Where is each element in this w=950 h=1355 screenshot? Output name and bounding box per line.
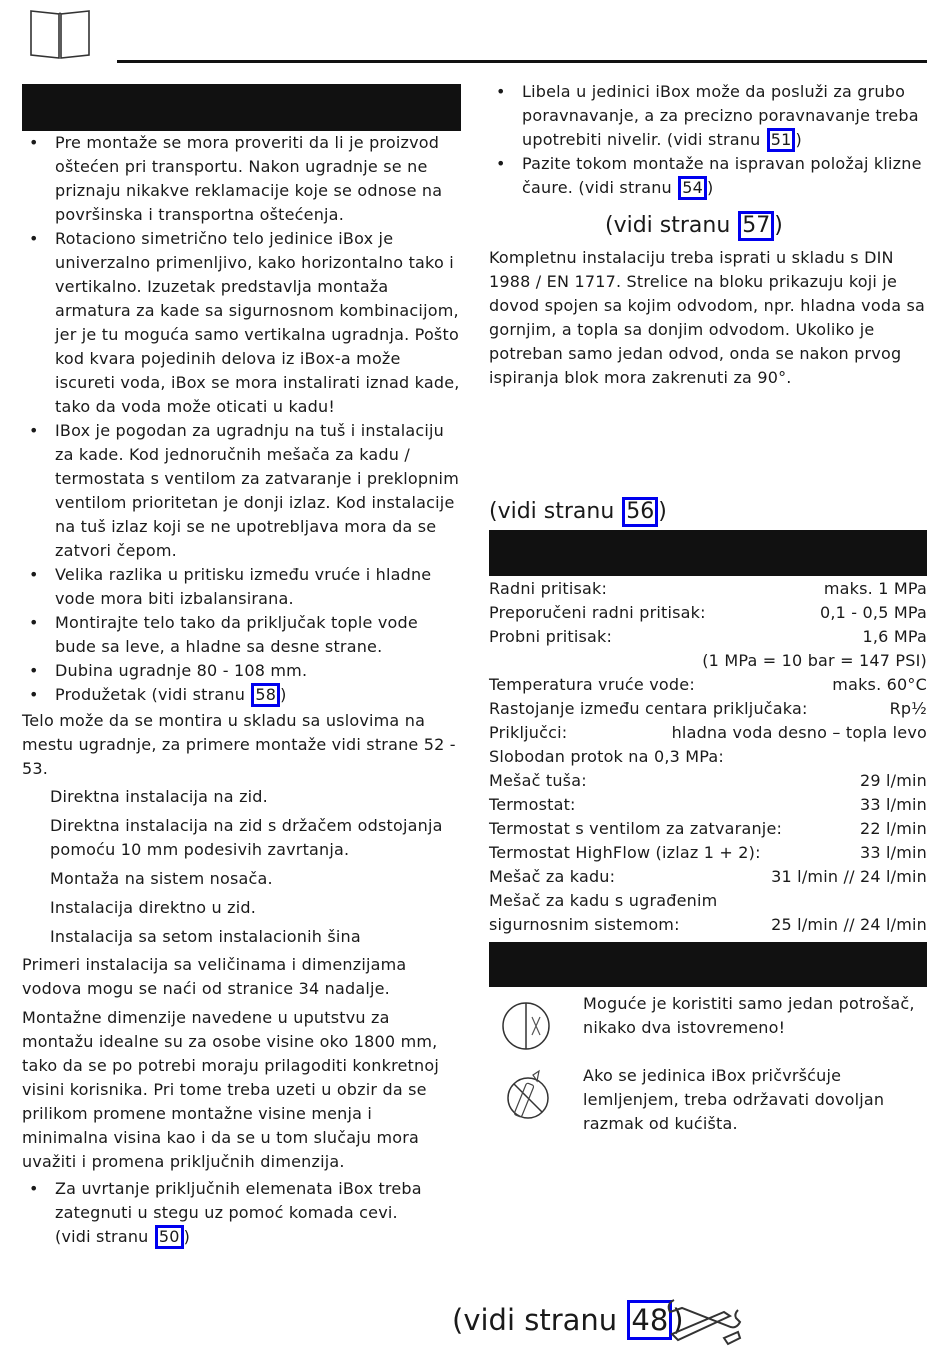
no-soldering-icon — [503, 1069, 553, 1125]
installation-notes-list — [22, 131, 462, 707]
extension-text: Produžetak (vidi stranu — [55, 685, 251, 704]
spec-row: Temperatura vruće vode: maks. 60°C — [489, 675, 927, 694]
page-link-56[interactable]: 56 — [622, 497, 658, 527]
header-rule — [117, 60, 927, 63]
dimensions-paragraph: Montažne dimenzije navedene u uputstvu za montažu idealne su za osobe visine oko 1800 mm, tako da se po potrebi moraju prilagoditi konkretnoj visini korisnika. Pri tome treba uzeti u obzir da se prilikom promene montažne visine menja i minimalna visina kao i da se u tom slučaju mora uvažiti i promena priključnih dimenzija. — [22, 1008, 439, 1171]
spec-row: Mešač tuša: 29 l/min — [489, 771, 927, 790]
section-header-bar — [22, 84, 461, 131]
soldering-note: Ako se jedinica iBox pričvršćuje lemljenjem, treba održavati dovoljan razmak od kućišta. — [583, 1066, 885, 1133]
right-bullets — [489, 80, 929, 200]
specs-reference: (vidi stranu 56 ) — [489, 497, 667, 527]
mounting-option: Instalacija sa setom instalacionih šina — [50, 927, 361, 946]
technical-specs — [489, 577, 927, 937]
page-link-54[interactable]: 54 — [678, 176, 707, 200]
mounting-option: Direktna instalacija na zid. — [50, 787, 268, 806]
spec-row: Termostat: 33 l/min — [489, 795, 927, 814]
notes-header-bar — [489, 942, 927, 987]
specs-header-bar — [489, 530, 927, 576]
footer-reference: (vidi stranu 48 ) — [452, 1300, 684, 1340]
spec-row: Mešač za kadu: 31 l/min // 24 l/min — [489, 867, 927, 886]
flush-reference: (vidi stranu 57 ) — [605, 211, 783, 241]
mounting-option: Montaža na sistem nosača. — [50, 869, 273, 888]
list-item: • Za uvrtanje priključnih elemenata iBox treba zategnuti u stegu uz pomoć komada cevi. (vidi stranu 50 ) — [22, 1177, 422, 1249]
left-column — [22, 131, 462, 1174]
list-item: • Dubina ugradnje 80 - 108 mm. — [22, 659, 462, 683]
spec-row: Probni pritisak: 1,6 MPa — [489, 627, 927, 646]
list-item: • Libela u jedinici iBox može da posluži za grubo poravnavanje, a za precizno poravnavanje treba upotrebiti nivelir. (vidi stranu 51 ) — [489, 80, 929, 152]
list-item: • Rotaciono simetrično telo jedinice iBox je univerzalno primenljivo, kako horizontalno tako i vertikalno. Izuzetak predstavlja montaža armatura za kade sa sigurnosnom kombinacijom, jer je tu moguća samo vertikalna ugradnja. Pošto kod kvara pojedinih delova iz iBox-a može iscureti voda, iBox se mora instalirati iznad kade, tako da voda može oticati u kadu! — [22, 227, 462, 419]
list-item: • Velika razlika u pritisku između vruće i hladne vode mora biti izbalansirana. — [22, 563, 462, 611]
page-link-58[interactable]: 58 — [251, 683, 280, 707]
vise-clamp-note — [22, 1177, 422, 1249]
list-item: • Pre montaže se mora proveriti da li je proizvod oštećen pri transportu. Nakon ugradnje se ne priznaju nikakve reklamacije koje se odnose na površinska i transportna oštećenja. — [22, 131, 462, 227]
mounting-paragraph: Telo može da se montira u skladu sa uslovima na mestu ugradnje, za primere montaže vidi strane 52 - 53. — [22, 711, 456, 778]
list-item: • Montirajte telo tako da priključak tople vode bude sa leve, a hladne sa desne strane. — [22, 611, 462, 659]
page-link-48[interactable]: 48 — [627, 1300, 672, 1340]
single-consumer-note: Moguće je koristiti samo jedan potrošač, nikako dva istovremeno! — [583, 994, 915, 1037]
list-item: • IBox je pogodan za ugradnju na tuš i instalaciju za kade. Kod jednoručnih mešača za kadu / termostata s ventilom za zatvaranje i preklopnim ventilom prioritetan je donji izlaz. Kod instalacije na tuš izlaz koji se ne upotrebljava mora da se zatvori čepom. — [22, 419, 462, 563]
examples-paragraph: Primeri instalacija sa veličinama i dimenzijama vodova mogu se naći od stranice 34 nadalje. — [22, 955, 407, 998]
single-consumer-icon — [500, 1000, 552, 1052]
spec-row: Termostat HighFlow (izlaz 1 + 2): 33 l/min — [489, 843, 927, 862]
spec-row: Rastojanje između centara priključaka: Rp½ — [489, 699, 927, 718]
mounting-option: Direktna instalacija na zid s držačem odstojanja pomoću 10 mm podesivih zavrtanja. — [50, 816, 443, 859]
flush-paragraph: Kompletnu instalaciju treba isprati u skladu s DIN 1988 / EN 1717. Strelice na bloku prikazuju koji je dovod spojen sa kojim odvodom, npr. hladna voda sa gornjim, a topla sa donjim odvodom. Ukoliko je potreban samo jedan odvod, onda se nakon prvog ispiranja blok mora zakrenuti za 90°. — [489, 248, 926, 387]
spec-row: Radni pritisak: maks. 1 MPa — [489, 579, 927, 598]
list-item: • Pazite tokom montaže na ispravan položaj klizne čaure. (vidi stranu 54 ) — [489, 152, 929, 200]
list-item: • Produžetak (vidi stranu 58 ) — [22, 683, 462, 707]
spec-row: Termostat s ventilom za zatvaranje: 22 l/min — [489, 819, 927, 838]
page-link-51[interactable]: 51 — [767, 128, 796, 152]
spec-flow-heading: Slobodan protok na 0,3 MPa: — [489, 747, 725, 766]
page-link-57[interactable]: 57 — [738, 211, 774, 241]
spec-conversion: (1 MPa = 10 bar = 147 PSI) — [702, 651, 927, 670]
spec-row: Priključci: hladna voda desno – topla levo — [489, 723, 927, 742]
mounting-options — [22, 785, 462, 949]
spec-row: sigurnosnim sistemom: 25 l/min // 24 l/min — [489, 915, 927, 934]
book-icon — [28, 8, 92, 60]
spec-label: Mešač za kadu s ugrađenim — [489, 891, 718, 910]
spec-row: Preporučeni radni pritisak: 0,1 - 0,5 MPa — [489, 603, 927, 622]
tools-icon — [664, 1294, 744, 1348]
page-link-50[interactable]: 50 — [155, 1225, 184, 1249]
mounting-option: Instalacija direktno u zid. — [50, 898, 257, 917]
